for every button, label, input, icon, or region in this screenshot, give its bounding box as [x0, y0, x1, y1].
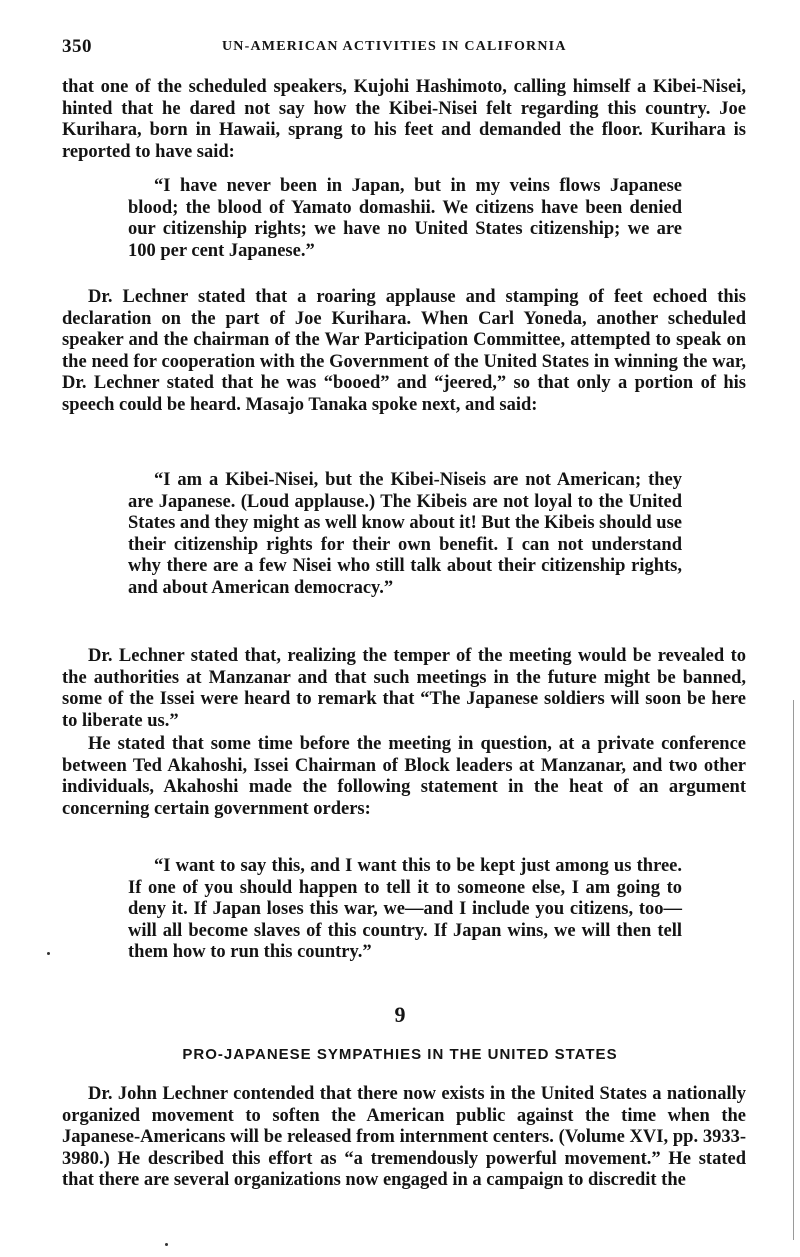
paragraph-5 — [62, 1084, 746, 1192]
running-head: UN-AMERICAN ACTIVITIES IN CALIFORNIA — [222, 39, 567, 54]
block-quote-1 — [128, 176, 682, 262]
section-marker: 9 — [394, 1002, 406, 1027]
paragraph-4-text: He stated that some time before the meeting in question, at a private conference between Ted Akahoshi, Issei Chairman of Block leaders at Manzanar, and two other individuals, Akahoshi made the following statement in the heat of an argument concerning certain government orders: — [62, 734, 746, 819]
block-quote-3 — [128, 856, 682, 964]
block-quote-1-text: “I have never been in Japan, but in my veins flows Japanese blood; the blood of Yamato domashii. We citizens have been denied our citizenship rights; we have no United States citizenship; we are 100 per cent Japanese.” — [128, 176, 682, 261]
scan-edge-line — [793, 700, 794, 1240]
block-quote-2-text: “I am a Kibei-Nisei, but the Kibei-Niseis are not American; they are Japanese. (Loud applause.) The Kibeis are not loyal to the United States and they might as well know about it! But the Kibeis should use their citizenship rights for their own benefit. I can not understand why there are a few Nisei who still talk about their citizenship rights, and about American democracy.” — [128, 470, 682, 598]
paragraph-1-text: that one of the scheduled speakers, Kujohi Hashimoto, calling himself a Kibei-Nisei, hinted that he dared not say how the Kibei-Nisei felt regarding this country. Joe Kurihara, born in Hawaii, sprang to his feet and demanded the floor. Kurihara is reported to have said: — [62, 77, 746, 162]
scan-speck — [165, 1243, 168, 1246]
paragraph-4 — [62, 734, 746, 820]
page-header — [62, 36, 746, 60]
paragraph-2-text: Dr. Lechner stated that a roaring applause and stamping of feet echoed this declaration on the part of Joe Kurihara. When Carl Yoneda, another scheduled speaker and the chairman of the War Participation Committee, attempted to speak on the need for cooperation with the Government of the United States in winning the war, Dr. Lechner stated that he was “booed” and “jeered,” so that only a portion of his speech could be heard. Masajo Tanaka spoke next, and said: — [62, 287, 746, 415]
section-heading: PRO-JAPANESE SYMPATHIES IN THE UNITED STATES — [182, 1046, 618, 1063]
scan-speck — [47, 952, 50, 955]
paragraph-5-text: Dr. John Lechner contended that there now exists in the United States a nationally organized movement to soften the American public against the time when the Japanese-Americans will be released from internment centers. (Volume XVI, pp. 3933-3980.) He described this effort as “a tremendously powerful movement.” He stated that there are several organizations now engaged in a campaign to discredit the — [62, 1084, 746, 1190]
paragraph-1 — [62, 77, 746, 163]
block-quote-2 — [128, 470, 682, 599]
paragraph-3 — [62, 646, 746, 732]
paragraph-3-text: Dr. Lechner stated that, realizing the temper of the meeting would be revealed to the authorities at Manzanar and that such meetings in the future might be banned, some of the Issei were heard to remark that “The Japanese soldiers will soon be here to liberate us.” — [62, 646, 746, 731]
block-quote-3-text: “I want to say this, and I want this to be kept just among us three. If one of you should happen to tell it to someone else, I am going to deny it. If Japan loses this war, we—and I include you citizens, too—will all become slaves of this country. If Japan wins, we will then tell them how to run this country.” — [128, 856, 682, 962]
paragraph-2 — [62, 287, 746, 416]
page-number: 350 — [62, 36, 92, 57]
